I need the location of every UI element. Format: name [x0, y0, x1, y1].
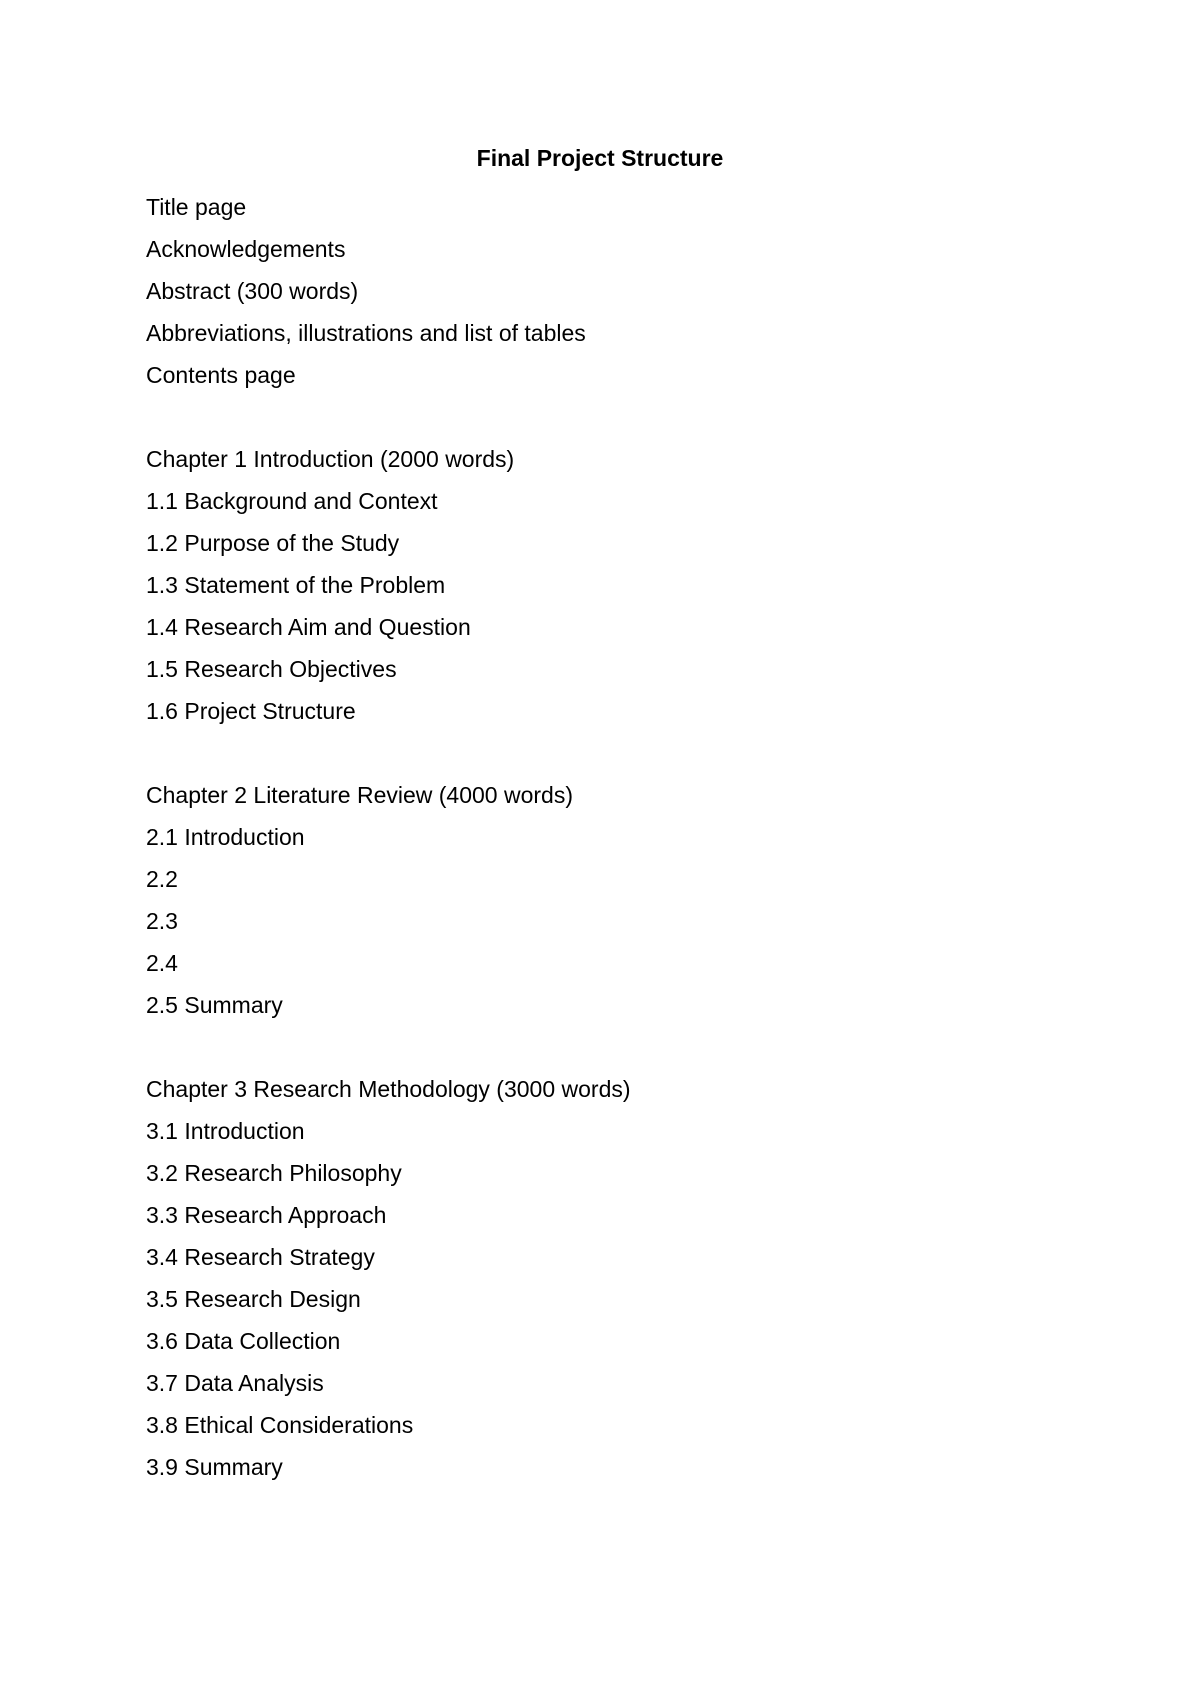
section-item: 1.4 Research Aim and Question [146, 614, 471, 640]
section-item: 3.8 Ethical Considerations [146, 1412, 414, 1438]
chapter-heading: Chapter 2 Literature Review (4000 words) [146, 782, 573, 808]
section-item: 3.6 Data Collection [146, 1328, 341, 1354]
chapter-heading: Chapter 1 Introduction (2000 words) [146, 446, 515, 472]
section-item: 3.7 Data Analysis [146, 1370, 324, 1396]
front-matter-item: Abstract (300 words) [146, 278, 359, 304]
chapter-heading: Chapter 3 Research Methodology (3000 words) [146, 1076, 631, 1102]
front-matter-item: Abbreviations, illustrations and list of tables [146, 320, 586, 346]
chapter-1 [146, 438, 1126, 732]
section-item: 3.5 Research Design [146, 1286, 361, 1312]
section-item: 3.1 Introduction [146, 1118, 305, 1144]
section-item: 3.3 Research Approach [146, 1202, 387, 1228]
front-matter-list [146, 186, 1126, 396]
section-item: 1.2 Purpose of the Study [146, 530, 400, 556]
section-item: 2.4 [146, 950, 178, 976]
chapter-2 [146, 774, 1126, 1026]
front-matter-item: Acknowledgements [146, 236, 346, 262]
front-matter-item: Title page [146, 194, 247, 220]
front-matter-item: Contents page [146, 362, 296, 388]
blank-line [146, 1026, 1126, 1068]
section-item: 3.9 Summary [146, 1454, 283, 1480]
chapter-3 [146, 1068, 1126, 1488]
blank-line [146, 396, 1126, 438]
section-item: 1.3 Statement of the Problem [146, 572, 446, 598]
section-item: 2.1 Introduction [146, 824, 305, 850]
section-item: 1.6 Project Structure [146, 698, 356, 724]
section-item: 1.1 Background and Context [146, 488, 438, 514]
section-item: 1.5 Research Objectives [146, 656, 397, 682]
document-title: Final Project Structure [476, 145, 724, 171]
section-item: 3.4 Research Strategy [146, 1244, 375, 1270]
section-item: 2.3 [146, 908, 178, 934]
document-body [146, 186, 1126, 1488]
blank-line [146, 732, 1126, 774]
section-item: 3.2 Research Philosophy [146, 1160, 402, 1186]
section-item: 2.2 [146, 866, 178, 892]
section-item: 2.5 Summary [146, 992, 283, 1018]
